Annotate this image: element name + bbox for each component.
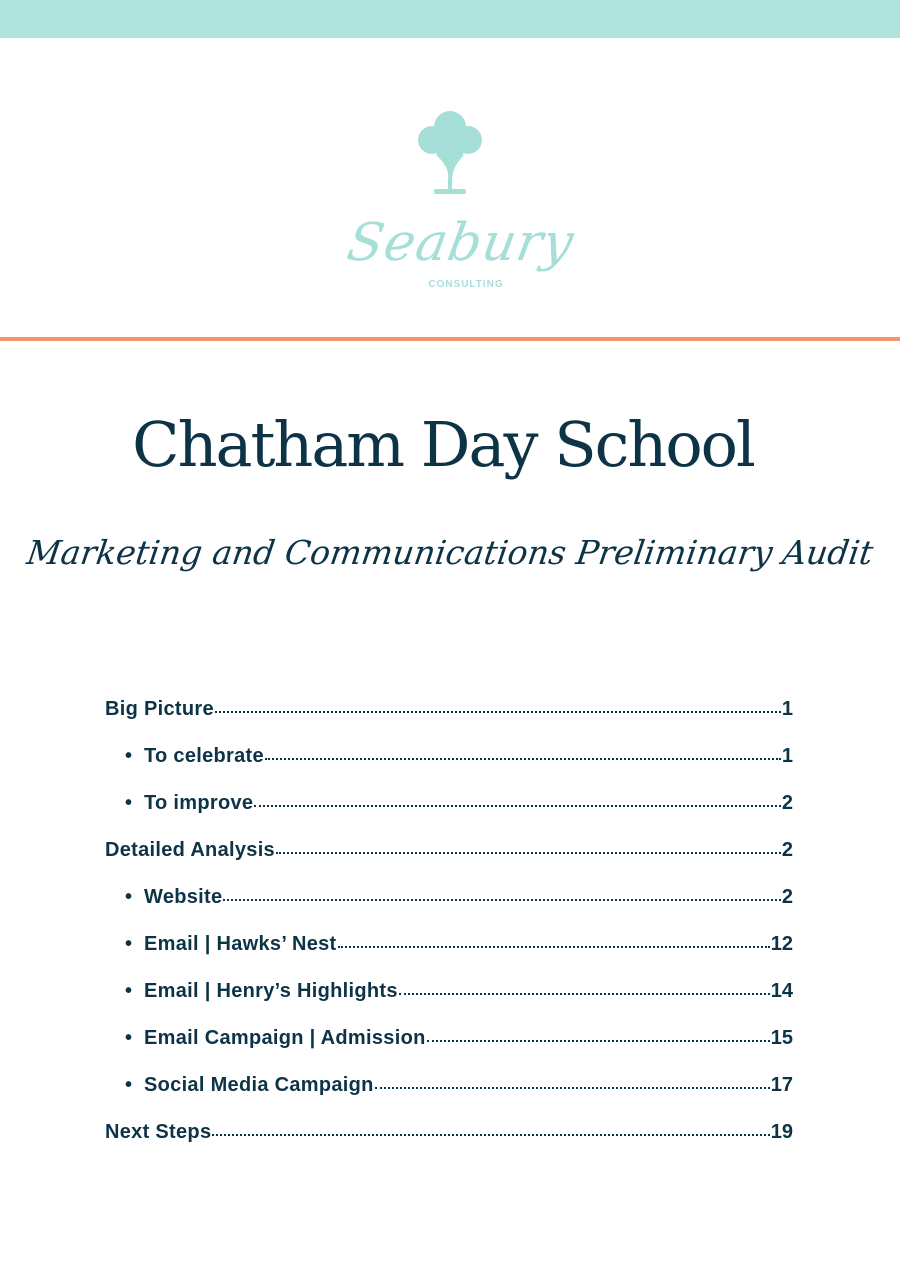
toc-leader-dots [254, 804, 781, 807]
toc-entry-page: 2 [781, 886, 793, 908]
toc-leader-dots [265, 757, 781, 760]
toc-entry-label: Detailed Analysis [105, 839, 275, 861]
toc-entry-page: 1 [781, 745, 793, 767]
toc-leader-dots [375, 1086, 770, 1089]
toc-entry[interactable] [105, 1116, 793, 1163]
toc-entry-page: 2 [781, 792, 793, 814]
toc-entry[interactable] [105, 1022, 793, 1069]
toc-leader-dots [212, 1133, 769, 1136]
toc-entry-page: 14 [770, 980, 793, 1002]
toc-entry-label: Social Media Campaign [144, 1074, 374, 1096]
bullet-icon: • [125, 745, 133, 767]
orange-divider [0, 337, 900, 341]
toc-entry-page: 19 [770, 1121, 793, 1143]
tree-icon [340, 105, 560, 200]
toc-entry-label: Email | Hawks’ Nest [144, 933, 337, 955]
toc-entry-page: 1 [781, 698, 793, 720]
toc-entry-page: 17 [770, 1074, 793, 1096]
toc-entry-label: Email Campaign | Admission [144, 1027, 426, 1049]
toc-entry-label: To celebrate [144, 745, 264, 767]
toc-entry[interactable] [105, 693, 793, 740]
toc-leader-dots [427, 1039, 770, 1042]
toc-entry-label: To improve [144, 792, 254, 814]
bullet-icon: • [125, 886, 133, 908]
toc-entry-page: 15 [770, 1027, 793, 1049]
bullet-icon: • [125, 1027, 133, 1049]
toc-entry-label: Next Steps [105, 1121, 212, 1143]
logo-tagline: CONSULTING [428, 279, 504, 290]
toc-leader-dots [338, 945, 770, 948]
toc-entry[interactable] [105, 787, 793, 834]
toc-entry-page: 2 [781, 839, 793, 861]
toc-entry[interactable] [105, 928, 793, 975]
toc-entry[interactable] [105, 834, 793, 881]
document-subtitle: Marketing and Communications Preliminary Audit [24, 533, 876, 572]
toc-entry-page: 12 [770, 933, 793, 955]
logo-wordmark: Seabury [342, 213, 579, 273]
toc-entry-label: Big Picture [105, 698, 214, 720]
toc-leader-dots [399, 992, 770, 995]
bullet-icon: • [125, 1074, 133, 1096]
bullet-icon: • [125, 792, 133, 814]
bullet-icon: • [125, 980, 133, 1002]
toc-leader-dots [223, 898, 780, 901]
toc-entry[interactable] [105, 975, 793, 1022]
toc-entry-label: Email | Henry’s Highlights [144, 980, 398, 1002]
toc-entry[interactable] [105, 881, 793, 928]
bullet-icon: • [125, 933, 133, 955]
toc-entry[interactable] [105, 740, 793, 787]
toc-entry-label: Website [144, 886, 223, 908]
seabury-logo [340, 105, 579, 300]
toc-leader-dots [276, 851, 781, 854]
top-color-band [0, 0, 900, 38]
document-title: Chatham Day School [132, 408, 754, 481]
toc-entry[interactable] [105, 1069, 793, 1116]
table-of-contents [105, 693, 793, 1163]
toc-leader-dots [215, 710, 781, 713]
